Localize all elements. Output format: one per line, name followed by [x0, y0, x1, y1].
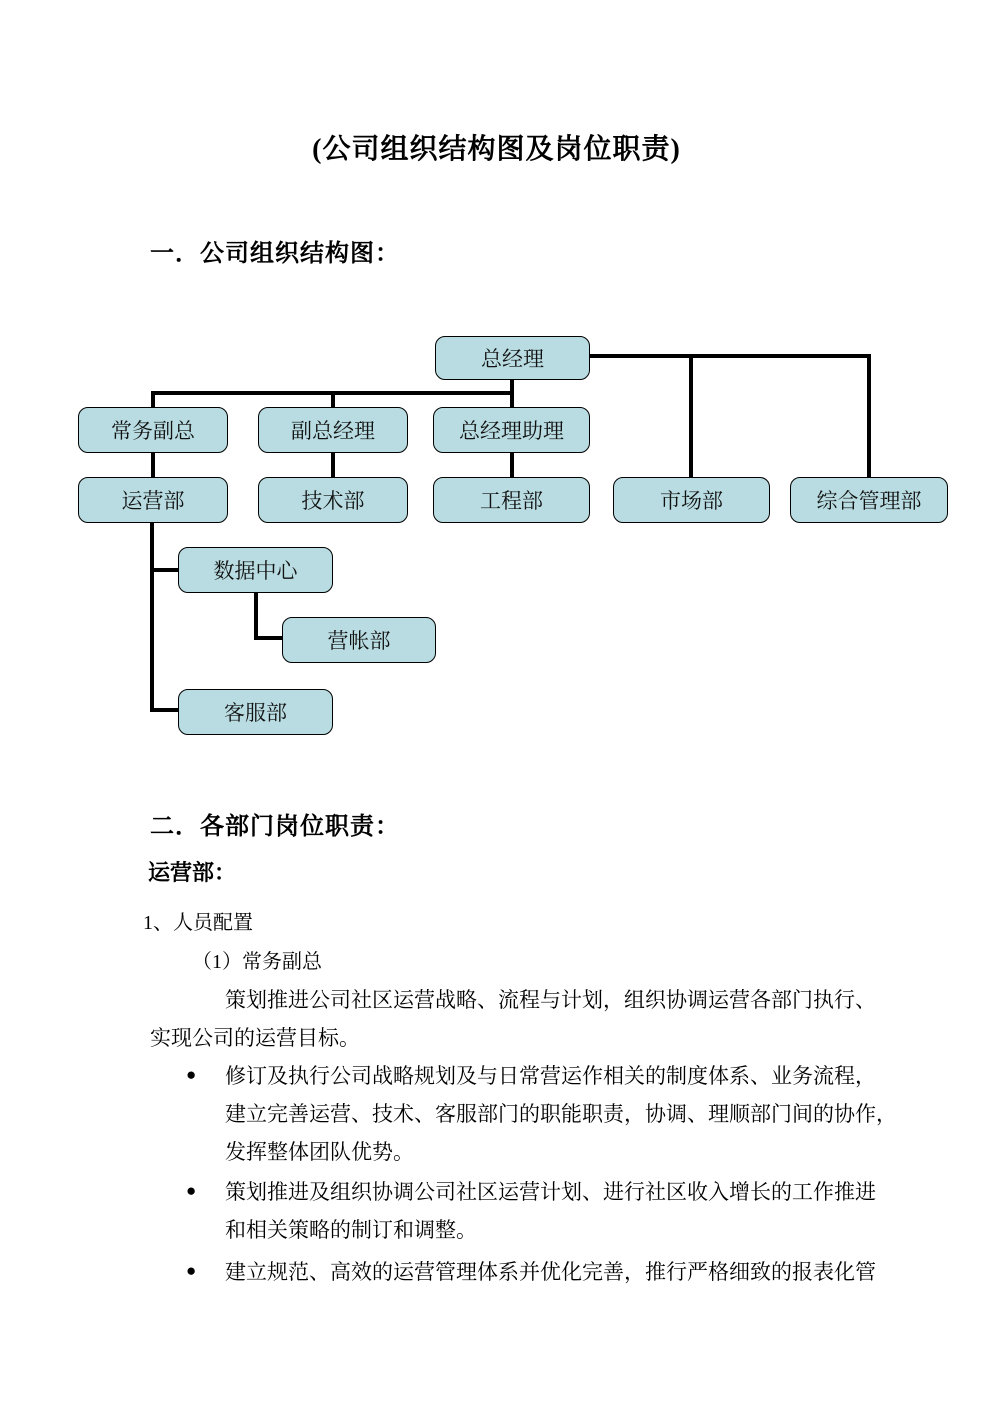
org-node-engineering-dept: 工程部 [433, 477, 590, 523]
connector-deputy-gm-to-technology [331, 453, 335, 477]
connector-general-admin-drop [867, 354, 871, 477]
connector-gm-to-right-branch [590, 354, 871, 358]
connector-operations-down [150, 523, 154, 712]
section-one-heading: 一．公司组织结构图： [150, 241, 400, 267]
org-node-deputy-general-manager: 副总经理 [258, 407, 408, 453]
bullet-icon: ● [186, 1261, 197, 1280]
org-node-general-admin-dept: 综合管理部 [790, 477, 948, 523]
role-item: （1）常务副总 [192, 951, 322, 973]
org-node-marketing-dept: 市场部 [613, 477, 770, 523]
org-node-gm-assistant: 总经理助理 [433, 407, 590, 453]
bullet-line: 建立规范、高效的运营管理体系并优化完善，推行严格细致的报表化管 [225, 1260, 876, 1284]
org-node-technology-dept: 技术部 [258, 477, 408, 523]
connector-billing-branch [254, 636, 282, 640]
bullet-line: 修订及执行公司战略规划及与日常营运作相关的制度体系、业务流程， [225, 1064, 876, 1088]
staffing-item: 1、人员配置 [143, 912, 253, 934]
org-node-executive-vice-president: 常务副总 [78, 407, 228, 453]
document-title: (公司组织结构图及岗位职责) [312, 134, 681, 165]
connector-data-center-branch [150, 568, 178, 572]
section-two-heading: 二．各部门岗位职责： [150, 814, 400, 840]
connector-assistant-to-engineering [510, 453, 514, 477]
connector-data-center-down [254, 593, 258, 640]
bullet-icon: ● [186, 1065, 197, 1084]
intro-paragraph-line: 策划推进公司社区运营战略、流程与计划，组织协调运营各部门执行、 [225, 988, 876, 1012]
org-node-data-center: 数据中心 [178, 547, 333, 593]
bullet-icon: ● [186, 1181, 197, 1200]
connector-deputy-gm-drop [331, 391, 335, 407]
bullet-line: 策划推进及组织协调公司社区运营计划、进行社区收入增长的工作推进 [225, 1180, 876, 1204]
org-node-customer-service-dept: 客服部 [178, 689, 333, 735]
connector-customer-service-branch [150, 708, 178, 712]
bullet-line: 发挥整体团队优势。 [225, 1140, 414, 1164]
connector-evp-to-operations [151, 453, 155, 477]
org-node-billing-dept: 营帐部 [282, 617, 436, 663]
intro-paragraph-line: 实现公司的运营目标。 [150, 1026, 360, 1050]
connector-evp-drop [151, 391, 155, 407]
department-heading: 运营部： [148, 860, 237, 885]
org-node-general-manager: 总经理 [435, 336, 590, 380]
bullet-line: 和相关策略的制订和调整。 [225, 1218, 477, 1242]
bullet-line: 建立完善运营、技术、客服部门的职能职责，协调、理顺部门间的协作， [225, 1102, 897, 1126]
connector-marketing-drop [689, 354, 693, 477]
org-node-operations-dept: 运营部 [78, 477, 228, 523]
